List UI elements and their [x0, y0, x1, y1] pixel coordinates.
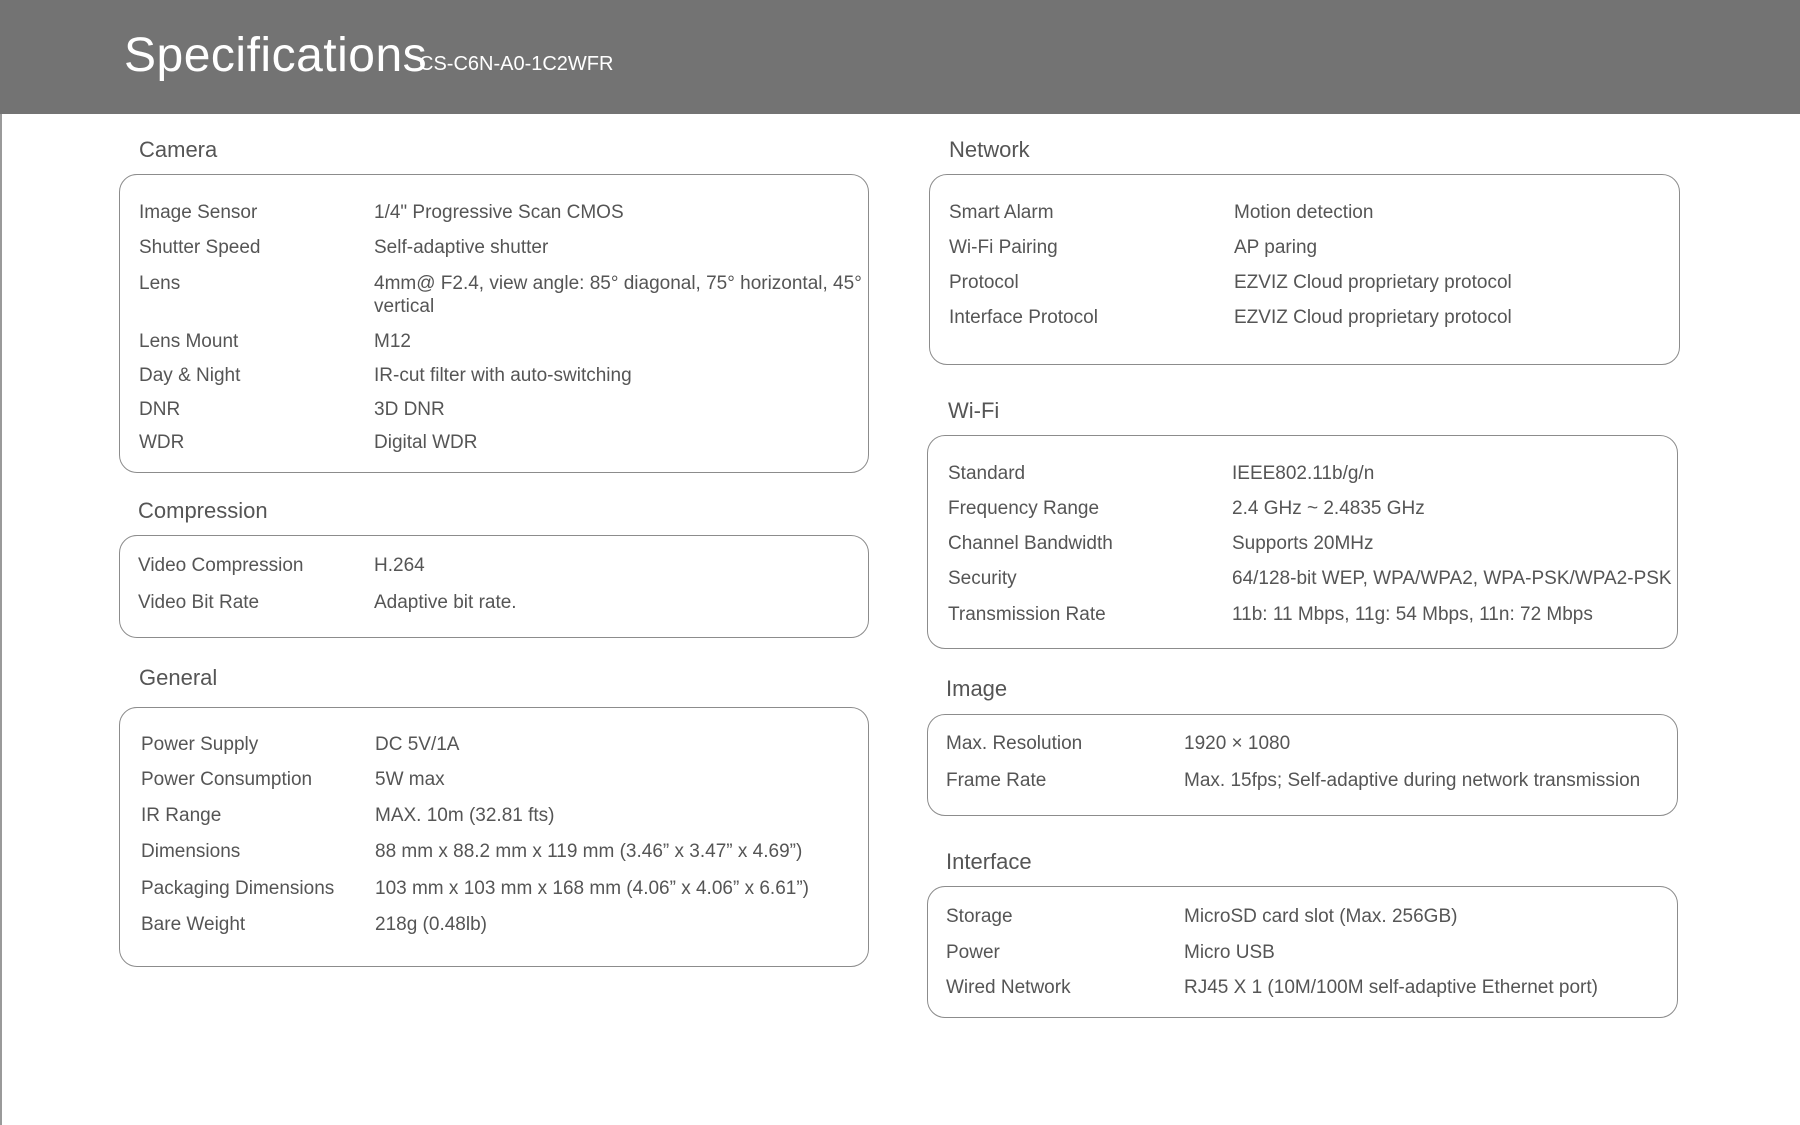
spec-label: IR Range	[141, 805, 222, 826]
spec-label: Transmission Rate	[948, 604, 1106, 625]
spec-value: IR-cut filter with auto-switching	[374, 365, 632, 386]
spec-value: DC 5V/1A	[375, 734, 460, 755]
spec-label: Bare Weight	[141, 914, 246, 935]
spec-value: Max. 15fps; Self-adaptive during network transmission	[1184, 770, 1641, 791]
spec-value: 1920 × 1080	[1184, 733, 1291, 754]
spec-label: Power Supply	[141, 734, 259, 755]
spec-label: Protocol	[949, 272, 1019, 293]
spec-value: 3D DNR	[374, 399, 445, 420]
image-section-title: Image	[946, 676, 1008, 701]
spec-label: Packaging Dimensions	[141, 878, 335, 899]
spec-label: WDR	[139, 432, 185, 453]
spec-label: Smart Alarm	[949, 202, 1054, 223]
spec-value: Supports 20MHz	[1232, 533, 1374, 554]
spec-value: 11b: 11 Mbps, 11g: 54 Mbps, 11n: 72 Mbps	[1232, 604, 1593, 625]
spec-value: Adaptive bit rate.	[374, 592, 517, 613]
image-spec-box	[927, 714, 1678, 816]
spec-label: Dimensions	[141, 841, 241, 862]
page-edge-divider	[0, 114, 2, 1125]
spec-value: IEEE802.11b/g/n	[1232, 463, 1375, 484]
camera-section-title: Camera	[139, 137, 218, 162]
compression-spec-box	[119, 535, 869, 638]
spec-label: Max. Resolution	[946, 733, 1083, 754]
wifi-section-title: Wi-Fi	[948, 398, 1000, 423]
spec-value: 4mm@ F2.4, view angle: 85° diagonal, 75° horizontal, 45° vertical	[374, 273, 862, 317]
spec-value: H.264	[374, 555, 425, 576]
spec-value: 218g (0.48lb)	[375, 914, 487, 935]
interface-section-title: Interface	[946, 849, 1032, 874]
spec-label: Storage	[946, 906, 1013, 927]
compression-section-title: Compression	[138, 498, 268, 523]
page-title: Specifications	[124, 29, 428, 82]
spec-label: Standard	[948, 463, 1026, 484]
spec-label: Power Consumption	[141, 769, 313, 790]
spec-label: DNR	[139, 399, 181, 420]
general-section-title: General	[139, 665, 218, 690]
spec-value: MAX. 10m (32.81 fts)	[375, 805, 555, 826]
spec-label: Security	[948, 568, 1017, 589]
spec-value: EZVIZ Cloud proprietary protocol	[1234, 307, 1512, 328]
spec-value: 1/4" Progressive Scan CMOS	[374, 202, 624, 223]
spec-value: AP paring	[1234, 237, 1318, 258]
spec-value: Micro USB	[1184, 942, 1275, 963]
spec-value: Self-adaptive shutter	[374, 237, 549, 258]
spec-value: 88 mm x 88.2 mm x 119 mm (3.46” x 3.47” x 4.69”)	[375, 841, 803, 862]
spec-value: MicroSD card slot (Max. 256GB)	[1184, 906, 1458, 927]
spec-label: Wi-Fi Pairing	[949, 237, 1058, 258]
spec-value: Motion detection	[1234, 202, 1374, 223]
spec-value: RJ45 X 1 (10M/100M self-adaptive Ethernet port)	[1184, 977, 1598, 998]
spec-value: 2.4 GHz ~ 2.4835 GHz	[1232, 498, 1425, 519]
spec-label: Video Compression	[138, 555, 304, 576]
spec-value: EZVIZ Cloud proprietary protocol	[1234, 272, 1512, 293]
spec-label: Shutter Speed	[139, 237, 261, 258]
model-number: CS-C6N-A0-1C2WFR	[419, 53, 614, 75]
spec-label: Lens	[139, 273, 181, 294]
spec-value: 103 mm x 103 mm x 168 mm (4.06” x 4.06” x 6.61”)	[375, 878, 809, 899]
spec-label: Interface Protocol	[949, 307, 1098, 328]
spec-value: 5W max	[375, 769, 445, 790]
header-bar	[0, 0, 1800, 114]
spec-label: Power	[946, 942, 1000, 963]
spec-value: M12	[374, 331, 411, 352]
spec-value: 64/128-bit WEP, WPA/WPA2, WPA-PSK/WPA2-PSK	[1232, 568, 1672, 589]
spec-label: Day & Night	[139, 365, 241, 386]
spec-label: Image Sensor	[139, 202, 258, 223]
network-section-title: Network	[949, 137, 1030, 162]
spec-label: Wired Network	[946, 977, 1071, 998]
spec-label: Frame Rate	[946, 770, 1047, 791]
spec-label: Frequency Range	[948, 498, 1100, 519]
spec-label: Video Bit Rate	[138, 592, 260, 613]
spec-label: Lens Mount	[139, 331, 239, 352]
spec-value: Digital WDR	[374, 432, 478, 453]
spec-label: Channel Bandwidth	[948, 533, 1113, 554]
